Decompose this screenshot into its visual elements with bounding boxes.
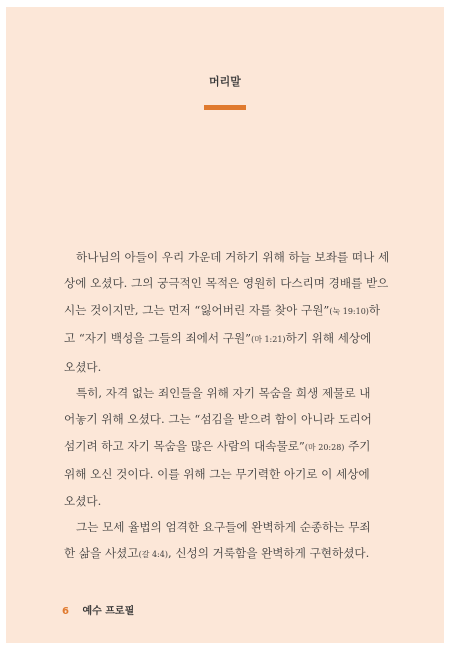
text-run: 하	[368, 302, 381, 317]
text-line	[64, 433, 394, 461]
page-footer	[62, 602, 134, 617]
text-run: 주기	[344, 438, 371, 453]
text-run: 하기 위해 세상에	[285, 331, 372, 346]
text-run: 특히, 자격 없는 죄인들을 위해 자기 목숨을 희생 제물로 내	[76, 386, 371, 401]
page-title: 머리말	[209, 75, 241, 88]
scripture-reference: (마 1:21)	[251, 335, 286, 345]
page-number: 6	[62, 606, 69, 617]
text-run: 오셨다.	[64, 493, 102, 508]
text-run: 고 “자기 백성을 그들의 죄에서 구원”	[64, 331, 252, 346]
text-line	[64, 270, 394, 296]
text-line	[64, 461, 394, 487]
text-run: 한 삶을 사셨고	[64, 546, 139, 561]
book-title: 예수 프로필	[82, 606, 135, 617]
text-run: 하나님의 아들이 우리 가운데 거하기 위해 하늘 보좌를 떠나 세	[76, 250, 390, 264]
scripture-reference: (마 20:28)	[304, 442, 345, 452]
text-run: , 신성의 거룩함을 완벽하게 구현하셨다.	[167, 546, 370, 561]
scripture-reference: (눅 19:10)	[329, 306, 369, 316]
text-run: 위해 오신 것이다. 이를 위해 그는 무기력한 아기로 이 세상에	[64, 467, 370, 482]
text-run: 그는 모세 율법의 엄격한 요구들에 완벽하게 순종하는 무죄	[76, 520, 371, 535]
text-line	[64, 406, 394, 432]
text-run: 오셨다.	[64, 359, 102, 374]
scripture-reference: (갈 4:4)	[138, 550, 168, 560]
title-underline	[204, 105, 246, 110]
text-line	[64, 380, 394, 406]
text-line	[64, 244, 394, 270]
text-line	[64, 514, 394, 540]
text-line	[64, 354, 394, 380]
text-run: 섬기려 하고 자기 목숨을 많은 사람의 대속물로”	[64, 438, 305, 453]
text-run: 시는 것이지만, 그는 먼저 “잃어버린 자를 찾아 구원”	[64, 302, 330, 317]
text-line	[64, 297, 394, 325]
body-text	[64, 244, 394, 569]
text-line	[64, 325, 394, 353]
text-line	[64, 540, 394, 568]
text-line	[64, 488, 394, 514]
text-run: 상에 오셨다. 그의 궁극적인 목적은 영원히 다스리며 경배를 받으	[64, 276, 389, 291]
text-run: 어놓기 위해 오셨다. 그는 “섬김을 받으려 함이 아니라 도리어	[64, 412, 372, 427]
book-page	[6, 7, 444, 643]
